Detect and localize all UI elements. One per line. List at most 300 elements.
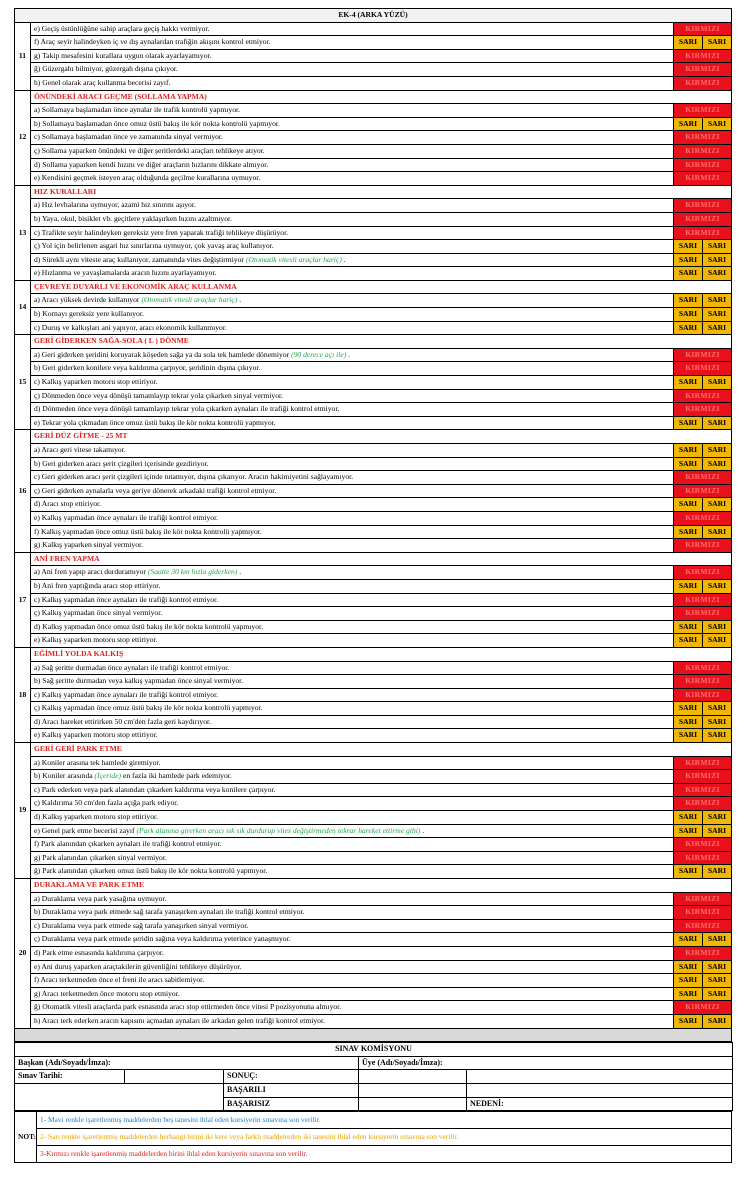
chair-signature-field[interactable]: Başkan (Adı/Soyadı/İmza): (15, 1056, 359, 1070)
criteria-text (31, 511, 674, 525)
criteria-note: (Otomatik vitesli araçlar hariç) (245, 254, 342, 264)
criteria-label: a) Koniler arasına tek hamlede giremiyor. (34, 757, 161, 767)
criteria-text (31, 471, 674, 485)
criteria-row (15, 525, 732, 539)
criteria-label: ç) Kaldırıma 50 cm'den fazla açığa park ediyor. (34, 798, 179, 808)
sari-badge[interactable]: SARI (673, 974, 702, 988)
criteria-row (15, 511, 732, 525)
criteria-text (31, 620, 674, 634)
criteria-text (31, 308, 674, 322)
group-number: 20 (15, 879, 31, 1029)
sari-badge[interactable]: SARI (702, 729, 731, 743)
criteria-text (31, 960, 674, 974)
criteria-row (15, 1014, 732, 1028)
criteria-row (15, 253, 732, 267)
criteria-text (31, 362, 674, 376)
sari-badge[interactable]: SARI (673, 865, 702, 879)
section-title: GERİ GERİ PARK ETME (31, 743, 732, 757)
exam-date-field[interactable] (125, 1070, 224, 1084)
criteria-row (15, 919, 732, 933)
kirmizi-badge[interactable]: KIRMIZI (673, 688, 731, 702)
criteria-label: c) Park ederken veya park alanından çıkarken kaldırıma veya konilere çarpıyor. (34, 784, 276, 794)
criteria-text (31, 756, 674, 770)
criteria-label: d) Kalkış yaparken motoru stop ettiriyor. (34, 812, 159, 822)
note-item-red: 3-Kırmızı renkle işaretlenmiş maddelerden birini ihlal eden kursiyerin sınavına son verilir. (37, 1146, 732, 1163)
criteria-row (15, 688, 732, 702)
criteria-label: d) Dönmeden önce veya dönüşü tamamlayıp tekrar yola çıkarken aynaları ile trafiği kontrol etmiyor. (34, 404, 340, 414)
failed-label: BAŞARISIZ (224, 1097, 359, 1111)
sari-badge[interactable]: SARI (702, 416, 731, 430)
criteria-row (15, 240, 732, 254)
criteria-suffix: . (346, 349, 351, 359)
criteria-text (31, 702, 674, 716)
criteria-row (15, 389, 732, 403)
form-title: EK-4 (ARKA YÜZÜ) (15, 9, 732, 23)
sari-badge[interactable]: SARI (673, 933, 702, 947)
kirmizi-badge[interactable]: KIRMIZI (673, 144, 731, 158)
kirmizi-badge[interactable]: KIRMIZI (673, 906, 731, 920)
criteria-label: f) Araç seyir halindeyken iç ve dış aynalardan trafiğin akışını kontrol etmiyor. (34, 37, 271, 47)
criteria-label: b) Geri giderken konilere veya kaldırıma çarpıyor, şeridinin dışına çıkıyor. (34, 363, 261, 373)
criteria-label: e) Hızlanma ve yavaşlamalarda aracın hızını ayarlayamıyor. (34, 268, 217, 278)
sari-badge[interactable]: SARI (702, 457, 731, 471)
kirmizi-badge[interactable]: KIRMIZI (673, 172, 731, 186)
spacer-cell (15, 1028, 732, 1042)
sari-badge[interactable]: SARI (702, 933, 731, 947)
sari-badge[interactable]: SARI (673, 240, 702, 254)
kirmizi-badge[interactable]: KIRMIZI (673, 226, 731, 240)
sari-badge[interactable]: SARI (702, 321, 731, 335)
criteria-suffix: . (420, 825, 425, 835)
criteria-text (31, 661, 674, 675)
criteria-label: ç) Kalkış yapmadan önce omuz üstü bakış ile kör nokta kontrolü yapmıyor. (34, 703, 263, 713)
sari-badge[interactable]: SARI (673, 987, 702, 1001)
criteria-label: a) Sollamaya başlamadan önce aynalar ile trafik kontrolü yapmıyor. (34, 105, 241, 115)
kirmizi-badge[interactable]: KIRMIZI (673, 403, 731, 417)
section-title: ÖNÜNDEKİ ARACI GEÇME (SOLLAMA YAPMA) (31, 90, 732, 104)
sari-badge[interactable]: SARI (702, 117, 731, 131)
note-item-yellow: 2- Sarı renkle işaretlenmiş maddelerden herhangi birini iki kere veya farklı maddelerden iki tanesini ihlal eden kursiyerin sınavına son verilir. (37, 1129, 732, 1146)
criteria-row (15, 756, 732, 770)
criteria-label: g) Takip mesafesini kurallara uygun olarak ayarlayamıyor. (34, 50, 212, 60)
kirmizi-badge[interactable]: KIRMIZI (673, 566, 731, 580)
criteria-label: c) Duraklama veya park etmede sağ tarafa yanaşırken sinyal vermiyor. (34, 920, 249, 930)
sari-badge[interactable]: SARI (673, 294, 702, 308)
kirmizi-badge[interactable]: KIRMIZI (673, 756, 731, 770)
criteria-label: ç) Sollama yaparken önündeki ve diğer şeritlerdeki araçları tehlikeye atıyor. (34, 145, 265, 155)
sari-badge[interactable]: SARI (702, 987, 731, 1001)
criteria-row (15, 267, 732, 281)
criteria-label: c) Trafikte seyir halindeyken gereksiz yere fren yaparak trafiği tehlikeye düşürüyor. (34, 227, 289, 237)
sari-badge[interactable]: SARI (702, 865, 731, 879)
criteria-text (31, 770, 674, 784)
sari-badge[interactable]: SARI (702, 253, 731, 267)
criteria-label: ğ) Güzergahı bilmiyor, güzergah dışına çıkıyor. (34, 64, 178, 74)
sari-badge[interactable]: SARI (673, 117, 702, 131)
group-number: 15 (15, 335, 31, 430)
criteria-label: d) Kalkış yapmadan önce omuz üstü bakış ile kör nokta kontrolü yapmıyor. (34, 621, 264, 631)
criteria-text (31, 321, 674, 335)
kirmizi-badge[interactable]: KIRMIZI (673, 607, 731, 621)
sari-badge[interactable]: SARI (673, 824, 702, 838)
criteria-label: ğ) Park alanından çıkarken omuz üstü bakış ile kör nokta kontrolü yapmıyor. (34, 866, 268, 876)
criteria-text (31, 22, 674, 36)
criteria-row (15, 593, 732, 607)
kirmizi-badge[interactable]: KIRMIZI (673, 593, 731, 607)
criteria-text (31, 729, 674, 743)
group-number: 13 (15, 185, 31, 280)
kirmizi-badge[interactable]: KIRMIZI (673, 389, 731, 403)
sari-badge[interactable]: SARI (673, 525, 702, 539)
criteria-label: b) Duraklama veya park etmede sağ tarafa yanaşırken aynaları ile trafiği kontrol etmiyor. (34, 907, 305, 917)
criteria-text (31, 403, 674, 417)
result-field[interactable] (359, 1070, 467, 1084)
criteria-suffix: . (341, 254, 346, 264)
criteria-row (15, 797, 732, 811)
kirmizi-badge[interactable]: KIRMIZI (673, 946, 731, 960)
sari-badge[interactable]: SARI (673, 960, 702, 974)
kirmizi-badge[interactable]: KIRMIZI (673, 1001, 731, 1015)
criteria-text (31, 172, 674, 186)
criteria-row (15, 974, 732, 988)
criteria-text (31, 566, 674, 580)
criteria-text (31, 416, 674, 430)
kirmizi-badge[interactable]: KIRMIZI (673, 770, 731, 784)
sari-badge[interactable]: SARI (702, 715, 731, 729)
notes-label: NOT: (15, 1112, 37, 1163)
criteria-row (15, 416, 732, 430)
criteria-text (31, 144, 674, 158)
sari-badge[interactable]: SARI (702, 267, 731, 281)
title-row (15, 9, 732, 23)
sari-badge[interactable]: SARI (673, 308, 702, 322)
kirmizi-badge[interactable]: KIRMIZI (673, 104, 731, 118)
criteria-label: d) Aracı hareket ettirirken 50 cm'den fazla geri kaydırıyor. (34, 716, 212, 726)
kirmizi-badge[interactable]: KIRMIZI (673, 212, 731, 226)
criteria-label: ç) Kalkış yapmadan önce sinyal vermiyor. (34, 608, 163, 618)
criteria-label: b) Ani fren yaptığında aracı stop ettiriyor. (34, 580, 161, 590)
criteria-text (31, 688, 674, 702)
sari-badge[interactable]: SARI (702, 294, 731, 308)
criteria-text (31, 946, 674, 960)
group-number: 11 (15, 22, 31, 90)
evaluation-table (14, 8, 732, 1042)
criteria-label: b) Yaya, okul, bisiklet vb. geçitlere yaklaşırken hızını azaltmıyor. (34, 213, 233, 223)
sari-badge[interactable]: SARI (702, 525, 731, 539)
sari-badge[interactable]: SARI (673, 579, 702, 593)
kirmizi-badge[interactable]: KIRMIZI (673, 484, 731, 498)
sari-badge[interactable]: SARI (702, 36, 731, 50)
sari-badge[interactable]: SARI (673, 457, 702, 471)
criteria-label: e) Genel park etme becerisi zayıf (34, 825, 135, 835)
sari-badge[interactable]: SARI (702, 960, 731, 974)
sari-badge[interactable]: SARI (702, 824, 731, 838)
sari-badge[interactable]: SARI (702, 1014, 731, 1028)
criteria-text (31, 906, 674, 920)
criteria-text (31, 158, 674, 172)
criteria-label: c) Kalkış yaparken motoru stop ettiriyor. (34, 377, 158, 387)
criteria-row (15, 770, 732, 784)
commission-table (14, 1042, 733, 1111)
criteria-label: a) Ani fren yapıp aracı durduramıyor (34, 567, 146, 577)
criteria-label: e) Kendisini geçmek isteyen araç olduğunda geçilme kurallarına uymuyor. (34, 173, 261, 183)
sari-badge[interactable]: SARI (673, 1014, 702, 1028)
criteria-text (31, 226, 674, 240)
criteria-label: c) Geri giderken aracı şerit çizgileri içinde tutamıyor, dışına çıkarıyor. Aracın hakimiyetini sağlayamıyor. (34, 472, 354, 482)
criteria-label: e) Kalkış yaparken motoru stop ettiriyor. (34, 730, 158, 740)
sari-badge[interactable]: SARI (673, 444, 702, 458)
criteria-label: e) Kalkış yapmadan önce aynaları ile trafiği kontrol etmiyor. (34, 512, 219, 522)
criteria-row (15, 36, 732, 50)
criteria-label: a) Aracı geri vitese takamıyor. (34, 445, 126, 454)
sari-badge[interactable]: SARI (673, 321, 702, 335)
kirmizi-badge[interactable]: KIRMIZI (673, 851, 731, 865)
criteria-label: a) Duraklama veya park yasağına uymuyor. (34, 893, 167, 903)
criteria-row (15, 946, 732, 960)
group-number: 14 (15, 280, 31, 334)
criteria-row (15, 457, 732, 471)
commission-title: SINAV KOMİSYONU (15, 1043, 733, 1057)
criteria-row (15, 906, 732, 920)
passed-spare-field[interactable] (467, 1083, 733, 1097)
criteria-label: d) Sürekli aynı viteste araç kullanıyor, zamanında vites değiştirmiyor (34, 254, 244, 264)
criteria-text (31, 199, 674, 213)
sari-badge[interactable]: SARI (673, 498, 702, 512)
criteria-row (15, 661, 732, 675)
failed-field[interactable] (359, 1097, 467, 1111)
sari-badge[interactable]: SARI (702, 579, 731, 593)
commission-title-row (15, 1043, 733, 1057)
kirmizi-badge[interactable]: KIRMIZI (673, 49, 731, 63)
criteria-text (31, 892, 674, 906)
criteria-text (31, 865, 674, 879)
criteria-text (31, 212, 674, 226)
criteria-label: h) Genel olarak araç kullanma becerisi zayıf. (34, 77, 171, 87)
kirmizi-badge[interactable]: KIRMIZI (673, 511, 731, 525)
criteria-row (15, 579, 732, 593)
section-title: ÇEVREYE DUYARLI VE EKONOMİK ARAÇ KULLANMA (31, 280, 732, 294)
passed-field[interactable] (359, 1083, 467, 1097)
kirmizi-badge[interactable]: KIRMIZI (673, 892, 731, 906)
kirmizi-badge[interactable]: KIRMIZI (673, 783, 731, 797)
criteria-label: ç) Geri giderken aynalarla veya geriye dönerek arkadaki trafiği kontrol etmiyor. (34, 485, 277, 495)
criteria-label: b) Koniler arasında (34, 771, 93, 781)
section-title: GERİ GİDERKEN SAĞA-SOLA ( L ) DÖNME (31, 335, 732, 349)
group-number: 16 (15, 430, 31, 552)
section-title: GERİ DÜZ GİTME - 25 MT (31, 430, 732, 444)
criteria-row (15, 321, 732, 335)
criteria-label: f) Park alanından çıkarken aynaları ile trafiği kontrol etmiyor. (34, 839, 222, 849)
kirmizi-badge[interactable]: KIRMIZI (673, 22, 731, 36)
sari-badge[interactable]: SARI (673, 416, 702, 430)
criteria-label: b) Sağ şeritte durmadan veya kalkış yapmadan önce sinyal vermiyor. (34, 676, 244, 686)
criteria-label: a) Geri giderken şeridini koruyarak köşeden sağa ya da sola tek hamlede dönemiyor (34, 349, 290, 359)
form-page (14, 8, 732, 1163)
criteria-text (31, 76, 674, 90)
section-title: EĞİMLİ YOLDA KALKIŞ (31, 647, 732, 661)
criteria-label: g) Park alanından çıkarken sinyal vermiyor. (34, 852, 167, 862)
criteria-row (15, 63, 732, 77)
criteria-text (31, 579, 674, 593)
sari-badge[interactable]: SARI (702, 498, 731, 512)
kirmizi-badge[interactable]: KIRMIZI (673, 63, 731, 77)
kirmizi-badge[interactable]: KIRMIZI (673, 661, 731, 675)
criteria-row (15, 987, 732, 1001)
criteria-text (31, 607, 674, 621)
sari-badge[interactable]: SARI (673, 36, 702, 50)
criteria-label: ç) Dönmeden önce veya dönüşü tamamlayıp tekrar yola çıkarken sinyal vermiyor. (34, 390, 284, 400)
criteria-label: ğ) Otomatik vitesli araçlarda park esnasında aracı stop ettirmeden önce vitesi P pozisyonuna almıyor. (34, 1002, 342, 1012)
criteria-note: (Saatte 30 km hızla giderken) (147, 567, 238, 577)
criteria-text (31, 131, 674, 145)
criteria-text (31, 811, 674, 825)
result-spare-field[interactable] (467, 1070, 733, 1084)
criteria-row (15, 498, 732, 512)
commission-names-row (15, 1056, 733, 1070)
sari-badge[interactable]: SARI (702, 444, 731, 458)
criteria-row (15, 702, 732, 716)
kirmizi-badge[interactable]: KIRMIZI (673, 838, 731, 852)
criteria-text (31, 593, 674, 607)
criteria-text (31, 348, 674, 362)
kirmizi-badge[interactable]: KIRMIZI (673, 158, 731, 172)
blank-cell (15, 1083, 224, 1110)
criteria-row (15, 403, 732, 417)
criteria-text (31, 267, 674, 281)
criteria-text (31, 933, 674, 947)
criteria-label: b) Kornayı gereksiz yere kullanıyor. (34, 309, 144, 319)
criteria-label: g) Aracı terketmeden önce motoru stop etmiyor. (34, 988, 180, 998)
criteria-text (31, 240, 674, 254)
sari-badge[interactable]: SARI (673, 376, 702, 390)
criteria-row (15, 348, 732, 362)
sari-badge[interactable]: SARI (702, 620, 731, 634)
criteria-note: (90 derece açı ile) (291, 349, 347, 359)
kirmizi-badge[interactable]: KIRMIZI (673, 539, 731, 553)
criteria-row (15, 620, 732, 634)
criteria-text (31, 715, 674, 729)
passed-label: BAŞARILI (224, 1083, 359, 1097)
kirmizi-badge[interactable]: KIRMIZI (673, 471, 731, 485)
criteria-label: c) Duruş ve kalkışları ani yapıyor, aracı ekonomik kullanmıyor. (34, 322, 227, 332)
criteria-text (31, 484, 674, 498)
criteria-label: c) Kalkış yapmadan önce aynaları ile trafiği kontrol etmiyor. (34, 689, 219, 699)
sari-badge[interactable]: SARI (702, 974, 731, 988)
section-header-row (15, 430, 732, 444)
section-header-row (15, 647, 732, 661)
sari-badge[interactable]: SARI (702, 308, 731, 322)
criteria-row (15, 471, 732, 485)
criteria-text (31, 117, 674, 131)
kirmizi-badge[interactable]: KIRMIZI (673, 131, 731, 145)
section-header-row (15, 335, 732, 349)
sari-badge[interactable]: SARI (673, 811, 702, 825)
criteria-note: (Park alanına girerken aracı sık sık durdurup vites değiştirmeden tekrar hareket ettirme gibi) (136, 825, 421, 835)
criteria-row (15, 294, 732, 308)
criteria-suffix: . (237, 295, 242, 305)
section-header-row (15, 90, 732, 104)
criteria-row (15, 444, 732, 458)
criteria-text (31, 525, 674, 539)
criteria-label: a) Hız levhalarına uymuyor, azami hız sınırını aşıyor. (34, 200, 196, 210)
criteria-label: e) Kalkış yaparken motoru stop ettiriyor. (34, 635, 158, 645)
section-header-row (15, 743, 732, 757)
note-row (15, 1129, 732, 1146)
section-header-row (15, 552, 732, 566)
criteria-row (15, 144, 732, 158)
sari-badge[interactable]: SARI (702, 702, 731, 716)
criteria-text (31, 1001, 674, 1015)
sari-badge[interactable]: SARI (702, 634, 731, 648)
criteria-row (15, 226, 732, 240)
criteria-row (15, 199, 732, 213)
kirmizi-badge[interactable]: KIRMIZI (673, 76, 731, 90)
criteria-text (31, 539, 674, 553)
sari-badge[interactable]: SARI (673, 729, 702, 743)
member-signature-field[interactable]: Üye (Adı/Soyadı/İmza): (359, 1056, 733, 1070)
criteria-label: h) Aracı terk ederken aracın kapısını açmadan aynaları ile arkadan gelen trafiği kontrol etmiyor. (34, 1015, 325, 1025)
criteria-text (31, 104, 674, 118)
sari-badge[interactable]: SARI (702, 240, 731, 254)
section-header-row (15, 280, 732, 294)
sari-badge[interactable]: SARI (673, 267, 702, 281)
section-title: ANİ FREN YAPMA (31, 552, 732, 566)
criteria-row (15, 117, 732, 131)
sari-badge[interactable]: SARI (673, 634, 702, 648)
criteria-text (31, 838, 674, 852)
criteria-text (31, 376, 674, 390)
criteria-text (31, 783, 674, 797)
sari-badge[interactable]: SARI (702, 376, 731, 390)
kirmizi-badge[interactable]: KIRMIZI (673, 348, 731, 362)
kirmizi-badge[interactable]: KIRMIZI (673, 675, 731, 689)
criteria-text (31, 851, 674, 865)
criteria-text (31, 974, 674, 988)
kirmizi-badge[interactable]: KIRMIZI (673, 362, 731, 376)
criteria-row (15, 172, 732, 186)
criteria-text (31, 824, 674, 838)
criteria-row (15, 783, 732, 797)
criteria-note: (Otomatik vitesli araçlar hariç) (141, 295, 238, 305)
criteria-row (15, 566, 732, 580)
criteria-row (15, 376, 732, 390)
criteria-label: d) Sollama yaparken kendi hızını ve diğer araçların hızlarını dikkate almıyor. (34, 159, 269, 169)
sari-badge[interactable]: SARI (702, 811, 731, 825)
sari-badge[interactable]: SARI (673, 620, 702, 634)
sari-badge[interactable]: SARI (673, 253, 702, 267)
reason-label: NEDENİ: (467, 1097, 733, 1111)
sari-badge[interactable]: SARI (673, 702, 702, 716)
sari-badge[interactable]: SARI (673, 715, 702, 729)
notes-table (14, 1111, 732, 1163)
criteria-note: (İçeride) (94, 771, 122, 781)
criteria-row (15, 308, 732, 322)
kirmizi-badge[interactable]: KIRMIZI (673, 919, 731, 933)
kirmizi-badge[interactable]: KIRMIZI (673, 199, 731, 213)
criteria-row (15, 634, 732, 648)
criteria-label: e) Geçiş üstünlüğüne sahip araçlara geçiş hakkı vermiyor. (34, 23, 210, 33)
group-number: 17 (15, 552, 31, 647)
criteria-text (31, 797, 674, 811)
criteria-text (31, 498, 674, 512)
criteria-row (15, 715, 732, 729)
group-number: 12 (15, 90, 31, 185)
kirmizi-badge[interactable]: KIRMIZI (673, 797, 731, 811)
criteria-label: b) Sollamaya başlamadan önce omuz üstü bakış ile kör nokta kontrolü yapmıyor. (34, 118, 280, 128)
criteria-row (15, 484, 732, 498)
criteria-label: c) Sollamaya başlamadan önce ve zamanında sinyal vermiyor. (34, 132, 223, 142)
criteria-label: f) Aracı terketmeden önce el freni ile aracı sabitlemiyor. (34, 975, 205, 985)
